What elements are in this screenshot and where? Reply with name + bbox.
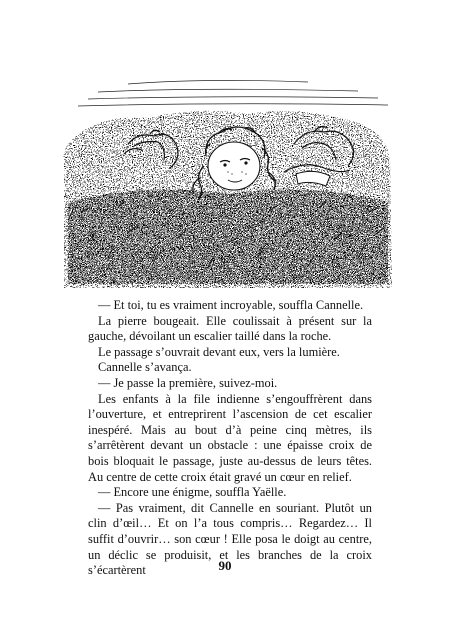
children-hidden-in-bushes-illustration <box>58 62 394 294</box>
page-number: 90 <box>218 558 232 573</box>
paragraph: — Je passe la première, suivez-moi. <box>98 375 278 390</box>
paragraph: — Pas vraiment, dit Cannelle en souriant. Plutôt un clin d’œil… Et on l’a tous compris… Regardez… Il suffit d’ouvrir… son cœur ! Elle posa le doigt au centre, un déclic se produisit, et les branches de la croix s’écartèrent <box>88 500 372 578</box>
paragraph: La pierre bougeait. Elle coulissait à présent sur la gauche, dévoilant un escalier taillé dans la roche. <box>88 313 372 344</box>
paragraph: Le passage s’ouvrait devant eux, vers la lumière. <box>98 344 340 359</box>
paragraph: — Et toi, tu es vraiment incroyable, souffla Cannelle. <box>98 298 364 312</box>
paragraph: — Encore une énigme, souffla Yaëlle. <box>98 485 287 500</box>
body-text <box>88 298 372 579</box>
paragraph: Les enfants à la file indienne s’engouffrèrent dans l’ouverture, et entreprirent l’ascension de cet escalier inespéré. Mais au bout d’à peine cinq mètres, ils s’arrêtèrent devant un obstacle : une épaisse croix de bois bloquait le passage, juste au-dessus de leurs têtes. Au centre de cette croix était gravé un cœur en relief. <box>88 391 372 484</box>
paragraph: Cannelle s’avança. <box>98 360 192 375</box>
